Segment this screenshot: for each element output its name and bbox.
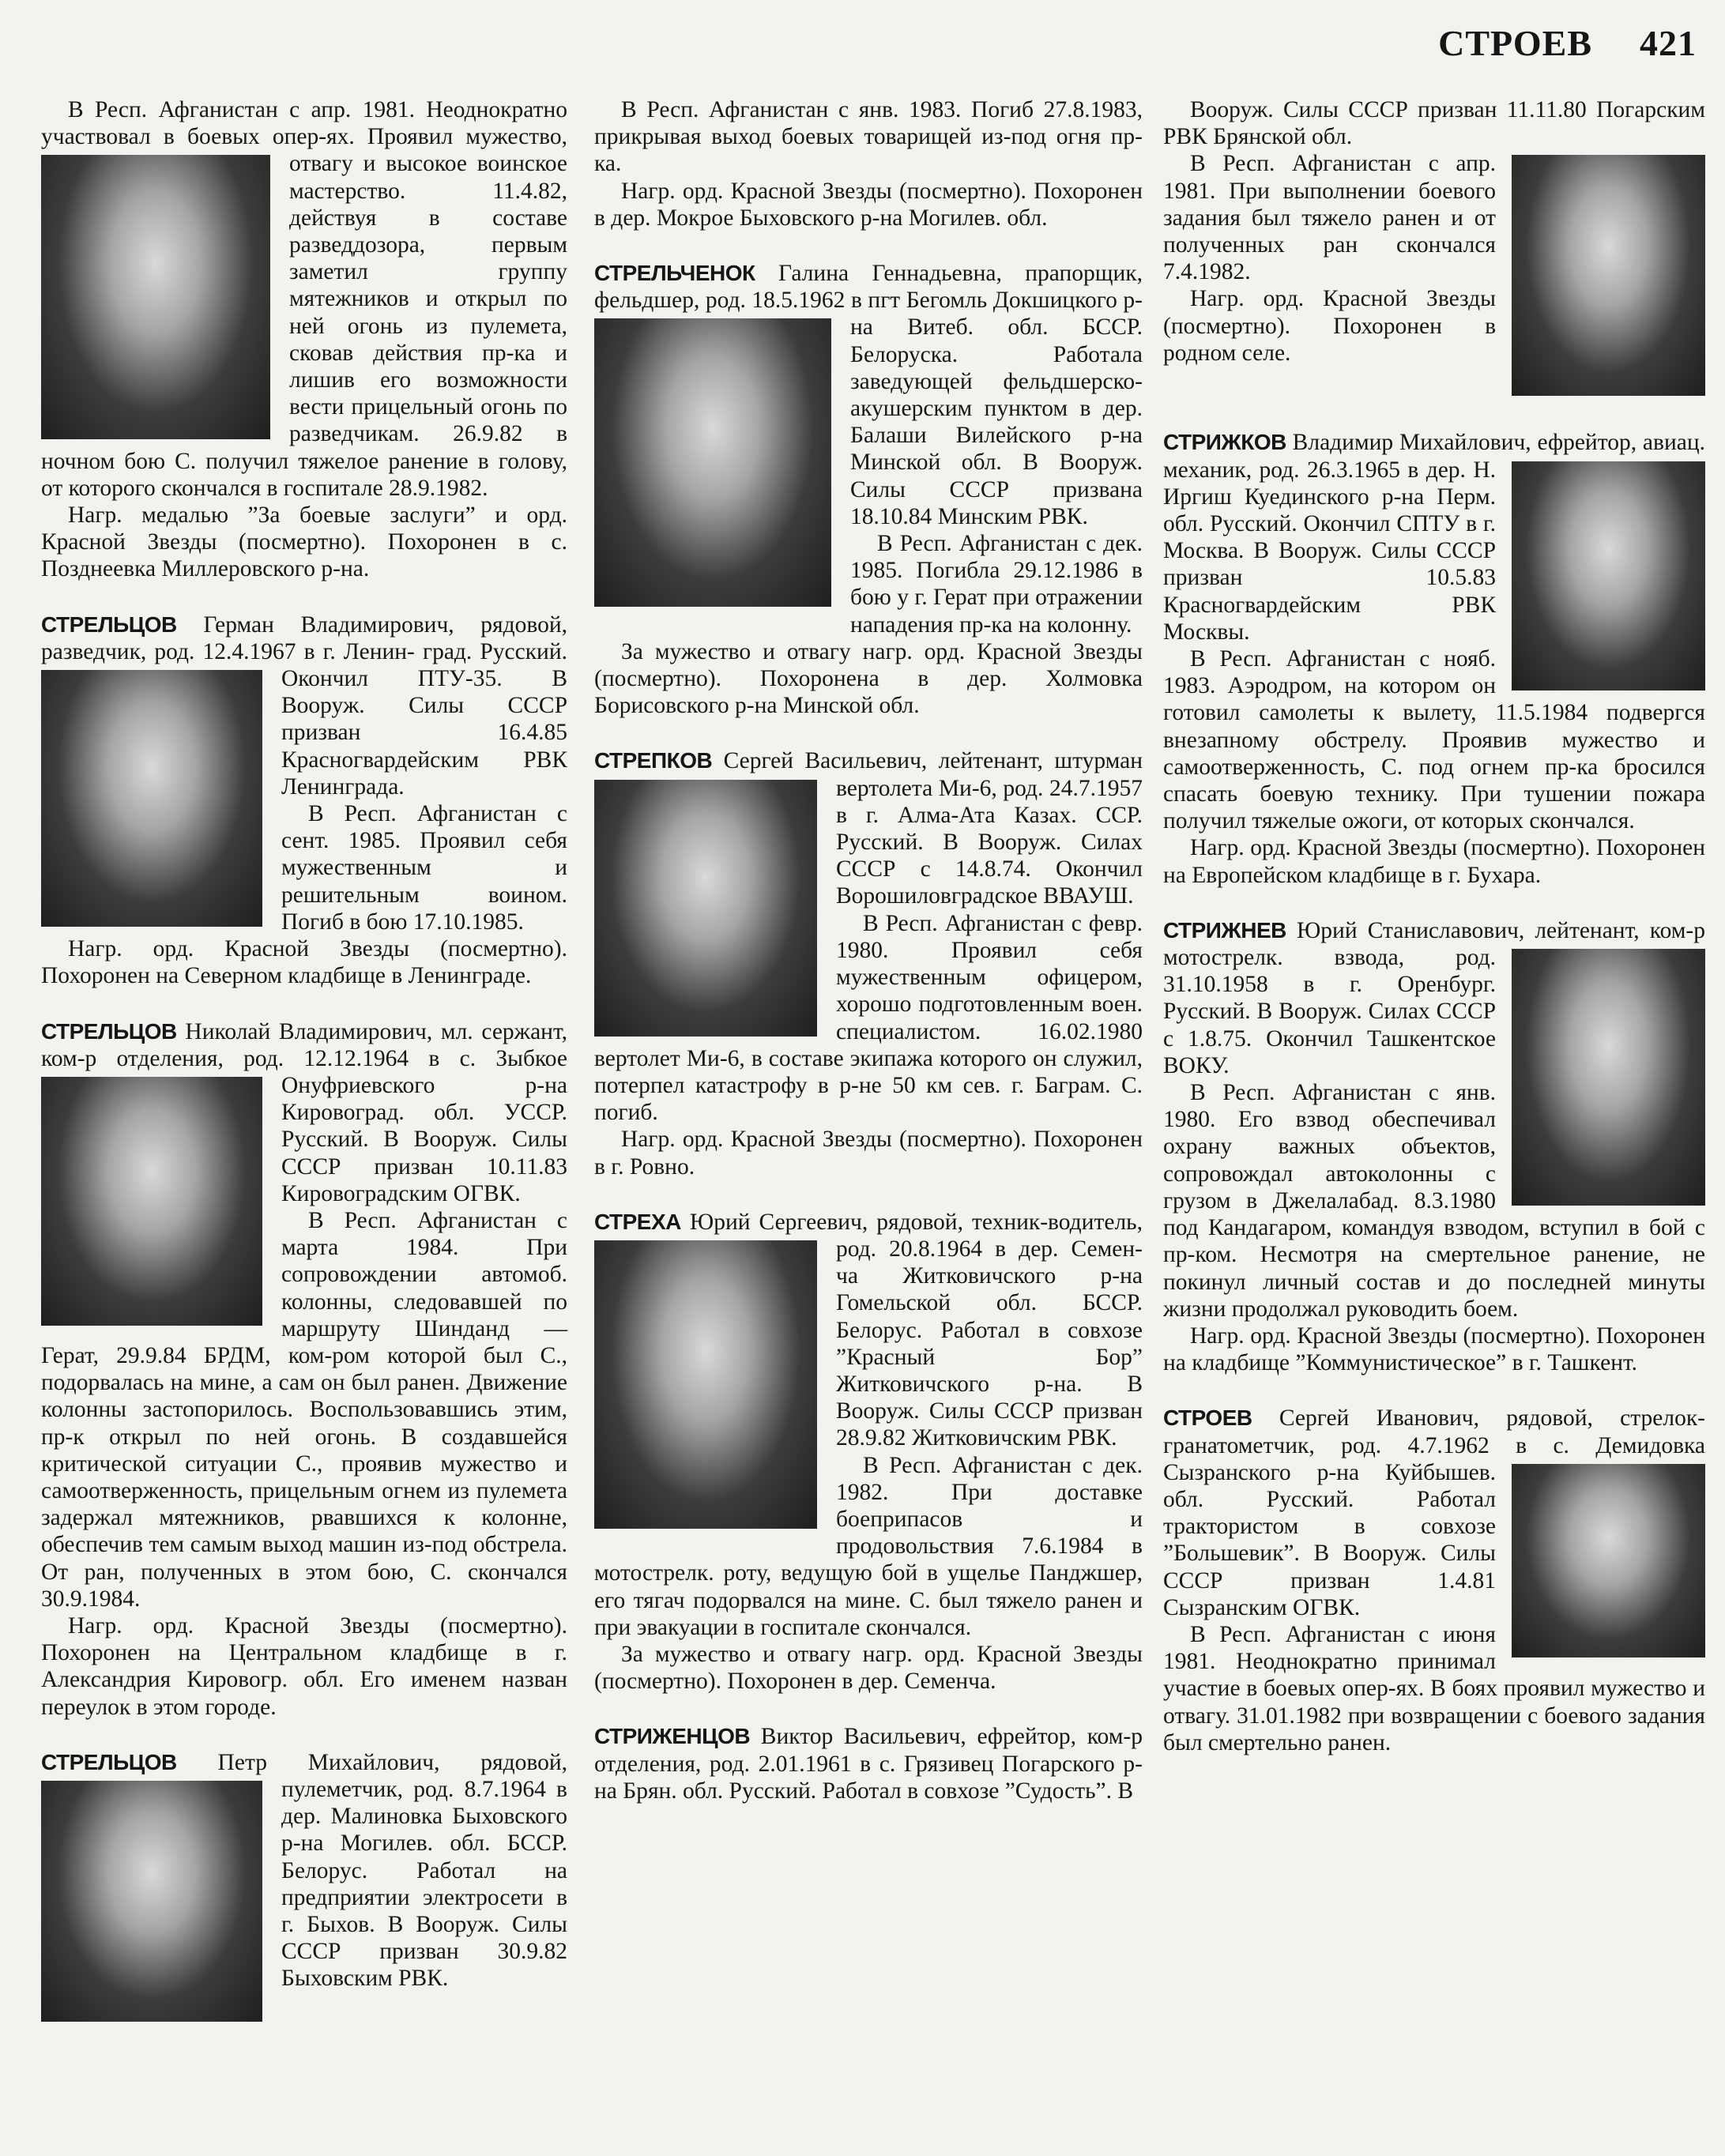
biography-entry <box>41 611 567 990</box>
entry-lead-text: Сергей Иванович, рядовой, стрелок-гранатометчик, род. 4.7.1962 в с. Демидовка Сызранского <box>1163 1405 1705 1485</box>
portrait-photo <box>594 318 831 607</box>
entry-text: В Респ. Афганистан с дек. 1982. При доставке боеприпасов и продовольствия 7.6.1984 в мотострелк. роту, ведущую бой в ущелье Панджшер, его тягач подорвался на мине. С. был тяжело ранен и при эвакуации в госпитале скончался. <box>594 1452 1143 1640</box>
entry-lead-text: Галина Геннадьевна, прапорщик, фельдшер, род. 18.5.1962 в пгт <box>594 261 1143 314</box>
entry-surname: СТРИЖКОВ <box>1163 430 1286 455</box>
entry-text: Нагр. орд. Красной Звезды (посмертно). Похоронен в дер. Мокрое Быховского р-на Могилев. обл. <box>594 178 1143 231</box>
biography-entry <box>41 1018 567 1721</box>
portrait-photo <box>594 780 817 1037</box>
portrait-photo <box>41 670 262 927</box>
entry-paragraph <box>594 260 1143 530</box>
entry-paragraph <box>41 1749 567 1992</box>
entry-paragraph <box>41 502 567 583</box>
entry-lead-text: Герман Владимирович, рядовой, разведчик, род. 12.4.1967 в г. Ленин- <box>41 611 567 664</box>
entry-lead-text: Юрий Станиславович, лейтенант, ком-р мотострелк. взвода, род. <box>1163 917 1706 971</box>
biography-entry <box>41 96 567 583</box>
entry-text: В Респ. Афганистан с июня 1981. Неоднократно принимал участие в боевых опер-ях. В боях проявил мужество и отвагу. 31.01.1982 при возвращении с боевого задания был смертельно ранен. <box>1163 1621 1705 1755</box>
portrait-photo <box>41 155 270 439</box>
portrait-photo <box>41 1077 262 1326</box>
entry-text: Нагр. орд. Красной Звезды (посмертно). Похоронен в г. Ровно. <box>594 1127 1143 1180</box>
entry-lead-text: В Респ. Афганистан с апр. 1981. Неоднократно участвовал в боевых опер-ях. <box>41 97 567 150</box>
entry-surname: СТРЕПКОВ <box>594 748 713 773</box>
biography-entry <box>594 1209 1143 1695</box>
entry-paragraph <box>594 96 1143 178</box>
entry-text: В Респ. Афганистан с февр. 1980. Проявил себя мужественным офицером, хорошо подготовленным воен. специалистом. 16.02.1980 вертолет Ми-6, в составе экипажа которого он служил, потерпел катастрофу в р-не 50 км сев. г. Баграм. С. погиб. <box>594 910 1143 1126</box>
portrait-photo <box>1512 1464 1705 1657</box>
entry-text: р-на Куйбышев. обл. Русский. Работал трактористом в совхозе ”Большевик”. В Вооруж. Силы СССР призван 1.4.81 Сызранским ОГВК. <box>1163 1459 1496 1620</box>
page-number: 421 <box>1640 23 1697 63</box>
entry-lead-text: Юрий Сергеевич, рядовой, техник-водитель, род. 20.8.1964 в дер. Семен- <box>689 1209 1143 1262</box>
entry-paragraph <box>594 1723 1143 1804</box>
entry-paragraph <box>1163 429 1705 645</box>
entry-lead-text: Петр Михайлович, рядовой, <box>217 1749 567 1775</box>
entry-surname: СТРЕЛЬЦОВ <box>41 1749 177 1774</box>
biography-entry <box>594 260 1143 719</box>
entry-text: град. Русский. Окончил ПТУ-35. В Вооруж. Силы СССР призван 16.4.85 Красногвардейским РВК Ленинграда. <box>281 638 567 800</box>
entry-surname: СТРЕЛЬЦОВ <box>41 611 177 637</box>
entry-surname: СТРИЖЕНЦОВ <box>594 1724 751 1749</box>
column-2 <box>594 96 1143 1833</box>
biography-entry <box>1163 1405 1705 1756</box>
entry-text: в с. Зыбкое Онуфриевского р-на Кировоград. обл. УССР. Русский. В Вооруж. Силы СССР призван 10.11.83 Кировоградским ОГВК. <box>281 1045 567 1206</box>
biography-entry <box>1163 917 1705 1376</box>
biography-entry <box>1163 429 1705 888</box>
header-word: СТРОЕВ <box>1438 23 1592 63</box>
biography-entry <box>594 747 1143 1180</box>
entry-surname: СТРОЕВ <box>1163 1405 1252 1431</box>
entry-lead-text: Вооруж. Силы СССР призван 11.11.80 Погарским РВК Брянской обл. <box>1163 97 1705 150</box>
entry-text: Нагр. орд. Красной Звезды (посмертно). Похоронен на Центральном кладбище в г. Александрия Кировогр. обл. Его именем назван переулок в этом городе. <box>41 1612 567 1720</box>
entry-text: 24.7.1957 в г. Алма-Ата Казах. ССР. Русский. В Вооруж. Силах СССР с 14.8.74. Окончил Ворошиловградское ВВАУШ. <box>836 775 1143 909</box>
entry-paragraph <box>1163 150 1705 285</box>
entry-text: Виктор Васильевич, ефрейтор, ком-р отделения, род. 2.01.1961 в с. Грязивец Погарского р-на Брян. обл. Русский. Работал в совхозе ”Судость”. В <box>594 1724 1143 1804</box>
entry-surname: СТРЕХА <box>594 1209 681 1234</box>
entry-text: В Респ. Афганистан с янв. 1980. Его взвод обеспечивал охрану важных объектов, сопровождал автоколонны с грузом в Джелалабад. 8.3.1980 под Кандагаром, командуя взводом, вступил в бой с пр-ком. Несмотря на смертельное ранение, не покинул личный состав и до последней минуты жизни продолжал руководить боем. <box>1163 1080 1705 1322</box>
entry-lead-text: Сергей Васильевич, лейтенант, штурман вертолета Ми-6, род. <box>723 748 1143 801</box>
entry-text: дер. Н. Иргиш Куединского р-на Перм. обл. Русский. Окончил СПТУ в г. Москва. В Вооруж. Силы СССР призван 10.5.83 Красногвардейским РВК Москвы. <box>1163 457 1496 645</box>
entry-text: За мужество и отвагу нагр. орд. Красной Звезды (посмертно). Похоронена в дер. Холмовка Борисовского р-на Минской обл. <box>594 638 1143 719</box>
biography-entry <box>594 96 1143 231</box>
entry-paragraph <box>594 1209 1143 1452</box>
entry-text: В Респ. Афганистан с сент. 1985. Проявил себя мужественным и решительным воином. Погиб в бою 17.10.1985. <box>281 801 567 935</box>
entry-surname: СТРЕЛЬЦОВ <box>41 1018 177 1044</box>
portrait-photo <box>1512 949 1705 1206</box>
entry-text: 31.10.1958 в г. Оренбург. Русский. В Вооруж. Силах СССР с 1.8.75. Окончил Ташкентское ВОКУ. <box>1163 972 1496 1078</box>
entry-paragraph <box>41 1612 567 1721</box>
entry-text: ча Житковичского р-на Гомельской обл. БССР. Белорус. Работал в совхозе ”Красный Бор” Житковичского р-на. В Вооруж. Силы СССР призван 28.9.82 Житковичским РВК. <box>836 1263 1143 1451</box>
entry-paragraph <box>1163 834 1705 888</box>
entry-text: В Респ. Афганистан с дек. 1985. Погибла 29.12.1986 в бою у г. Герат при отражении нападения пр-ка на колонну. <box>850 531 1143 638</box>
entry-paragraph <box>594 638 1143 720</box>
entry-surname: СТРЕЛЬЧЕНОК <box>594 261 755 286</box>
entry-lead-text: Владимир Михайлович, ефрейтор, авиац. механик, род. 26.3.1965 в <box>1163 430 1705 483</box>
portrait-photo <box>1512 461 1705 690</box>
entry-paragraph <box>594 747 1143 909</box>
entry-paragraph <box>41 1018 567 1207</box>
biography-entry <box>1163 96 1705 401</box>
entry-paragraph <box>1163 96 1705 150</box>
entry-text: В Респ. Афганистан с марта 1984. При сопровождении автомоб. колонны, следовавшей по маршруту Шинданд — Герат, 29.9.84 БРДМ, ком-ром которой был С., подорвалась на мине, а сам он был ранен. Движение колонны застопорилось. Воспользовавшись этим, пр-к открыл по ней огонь. В создавшейся критической ситуации С., проявив мужество и самоотверженность, прицельным огнем из пулемета задержал мятежников, рвавшихся к колонне, обеспечив тем самым выход машин из-под обстрела. От ран, полученных в этом бою, С. скончался 30.9.1984. <box>41 1207 567 1612</box>
entry-paragraph <box>41 935 567 989</box>
entry-text: В Респ. Афганистан с апр. 1981. При выполнении боевого задания был тяжело ранен и от полученных ран скончался 7.4.1982. <box>1163 151 1496 285</box>
entry-text: пулеметчик, род. 8.7.1964 в дер. Малиновка Быховского р-на Могилев. обл. БССР. Белорус. Работал на предприятии электросети в г. Быхов. В Вооруж. Силы СССР призван 30.9.82 Быховским РВК. <box>281 1776 567 1992</box>
column-3 <box>1163 96 1705 1785</box>
entry-text: Нагр. орд. Красной Звезды (посмертно). Похоронен на кладбище ”Коммунистическое” в г. Ташкент. <box>1163 1323 1705 1376</box>
portrait-photo <box>594 1240 817 1529</box>
portrait-photo <box>41 1781 262 2022</box>
portrait-photo <box>1512 155 1705 396</box>
entry-text: В Респ. Афганистан с нояб. 1983. Аэродром, на котором он готовил самолеты к вылету, 11.5.1984 подвергся внезапному обстрелу. Проявив мужество и самоотверженность, С. под огнем пр-ка бросился спасать боевую технику. При тушении пожара получил тяжелые ожоги, от которых скончался. <box>1163 646 1705 834</box>
entry-text: Проявил мужество, отвагу и высокое воинское мастерство. 11.4.82, действуя в составе разведдозора, первым заметил группу мятежников и открыл по ней огонь из пулемета, сковав действия пр-ка и лишив его возможности вести прицельный огонь по разведчикам. 26.9.82 в ночном бою С. получил тяжелое ранение в голову, от которого скончался в госпитале 28.9.1982. <box>41 124 568 501</box>
entry-paragraph <box>1163 1405 1705 1621</box>
entry-paragraph <box>1163 917 1705 1079</box>
entry-text: В Респ. Афганистан с янв. 1983. Погиб 27.8.1983, прикрывая выход боевых товарищей из-под огня пр-ка. <box>594 97 1143 177</box>
entry-text: Нагр. орд. Красной Звезды (посмертно). Похоронен на Европейском кладбище в г. Бухара. <box>1163 835 1705 888</box>
entry-paragraph <box>41 96 567 502</box>
entry-text: Бегомль Докшицкого р-на Витеб. обл. БССР. Белоруска. Работала заведующей фельдшерско-акушерским пунктом в дер. Балаши Вилейского р-на Минской обл. В Вооруж. Силы СССР призвана 18.10.84 Минским РВК. <box>850 288 1143 529</box>
entry-paragraph <box>1163 1323 1705 1376</box>
entry-paragraph <box>594 178 1143 231</box>
column-1 <box>41 96 567 2055</box>
biography-entry <box>41 1749 567 2026</box>
entry-paragraph <box>594 1126 1143 1180</box>
entry-text: Нагр. орд. Красной Звезды (посмертно). Похоронен на Северном кладбище в Ленинграде. <box>41 936 567 989</box>
entry-text: За мужество и отвагу нагр. орд. Красной Звезды (посмертно). Похоронен в дер. Семенча. <box>594 1641 1143 1695</box>
entry-paragraph <box>41 611 567 800</box>
entry-lead-text: Николай Владимирович, мл. сержант, ком-р отделения, род. 12.12.1964 <box>41 1018 567 1071</box>
entry-text: Нагр. орд. Красной Звезды (посмертно). Похоронен в родном селе. <box>1163 286 1496 366</box>
entry-surname: СТРИЖНЕВ <box>1163 917 1286 943</box>
running-header <box>1438 22 1697 64</box>
entry-text: Нагр. медалью ”За боевые заслуги” и орд. Красной Звезды (посмертно). Похоронен в с. Позднеевка Миллеровского р-на. <box>41 502 567 582</box>
biography-entry <box>594 1723 1143 1804</box>
entry-paragraph <box>594 1641 1143 1695</box>
